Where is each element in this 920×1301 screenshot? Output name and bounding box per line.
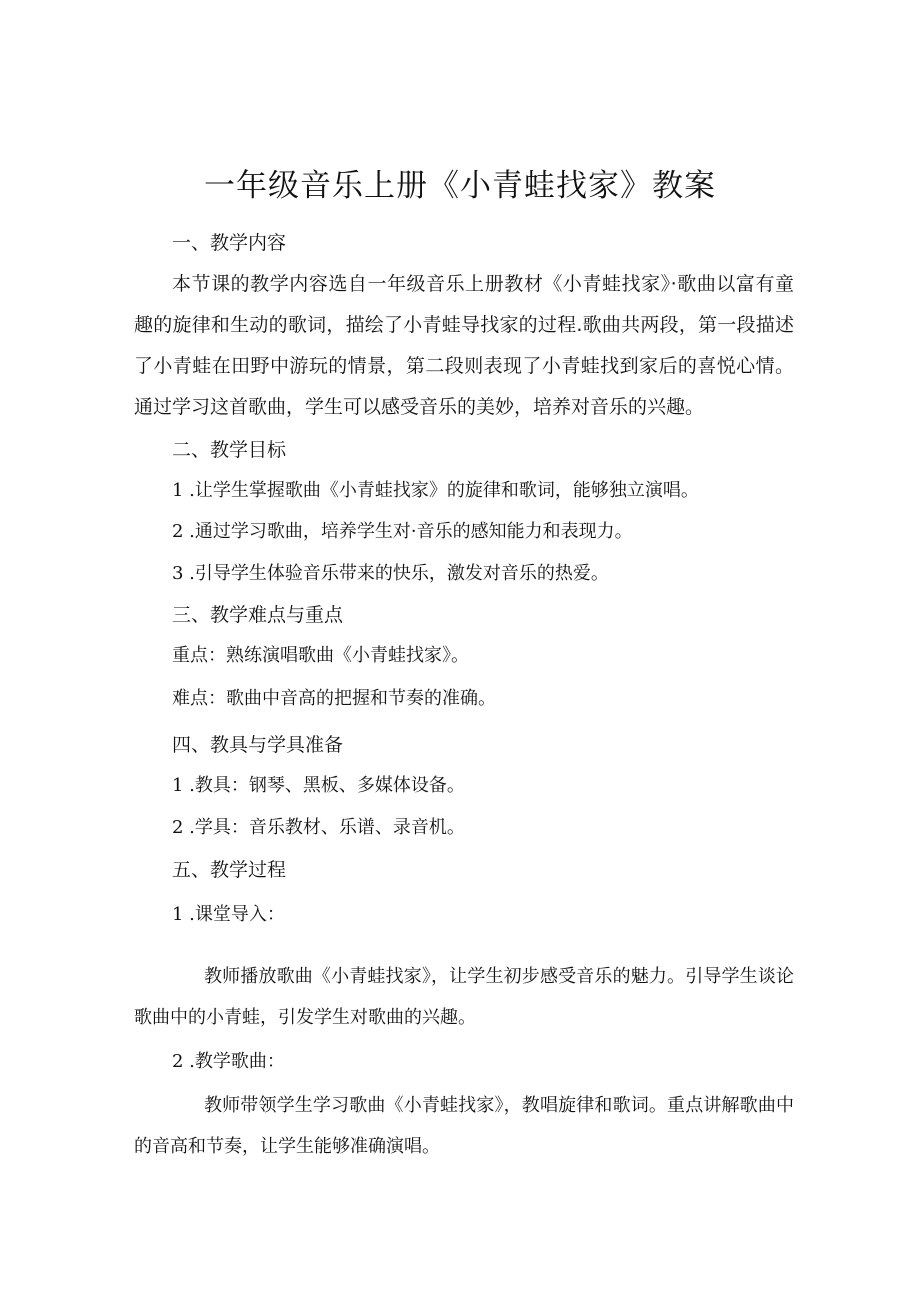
section-heading-teaching-goals: 二、教学目标 — [172, 439, 287, 461]
goal-item: 1 .让学生掌握歌曲《小青蛙找家》的旋律和歌词，能够独立演唱。 — [172, 480, 699, 501]
goal-item: 3 .引导学生体验音乐带来的快乐，激发对音乐的热爱。 — [172, 563, 609, 584]
process-step-paragraph: 教师带领学生学习歌曲《小青蛙找家》，教唱旋律和歌词。重点讲解歌曲中的音高和节奏，让学生能够准确演唱。 — [134, 1095, 794, 1157]
section-heading-teaching-aids: 四、教具与学具准备 — [172, 734, 344, 756]
aids-item: 1 .教具：钢琴、黑板、多媒体设备。 — [172, 775, 465, 796]
section-heading-difficulties-and-key-points: 三、教学难点与重点 — [172, 604, 344, 626]
section-heading-teaching-content: 一、教学内容 — [172, 232, 287, 254]
goal-item: 2 .通过学习歌曲，培养学生对·音乐的感知能力和表现力。 — [172, 521, 633, 542]
key-point-text: 重点：熟练演唱歌曲《小青蛙找家》。 — [172, 645, 469, 666]
section-heading-teaching-process: 五、教学过程 — [172, 859, 287, 881]
difficulty-text: 难点：歌曲中音高的把握和节奏的准确。 — [172, 688, 496, 709]
aids-item: 2 .学具：音乐教材、乐谱、录音机。 — [172, 817, 465, 838]
teaching-content-paragraph: 本节课的教学内容选自一年级音乐上册教材《小青蛙找家》·歌曲以富有童趣的旋律和生动的歌词，描绘了小青蛙导找家的过程.歌曲共两段，第一段描述了小青蛙在田野中游玩的情景，第二段则表现了小青蛙找到家后的喜悦心情。通过学习这首歌曲，学生可以感受音乐的美妙，培养对音乐的兴趣。 — [134, 273, 794, 418]
process-step-label: 2 .教学歌曲： — [172, 1051, 285, 1072]
document-title: 一年级音乐上册《小青蛙找家》教案 — [204, 168, 716, 204]
process-step-paragraph: 教师播放歌曲《小青蛙找家》，让学生初步感受音乐的魅力。引导学生谈论歌曲中的小青蛙，引发学生对歌曲的兴趣。 — [134, 966, 794, 1028]
process-step-label: 1 .课堂导入： — [172, 904, 285, 925]
